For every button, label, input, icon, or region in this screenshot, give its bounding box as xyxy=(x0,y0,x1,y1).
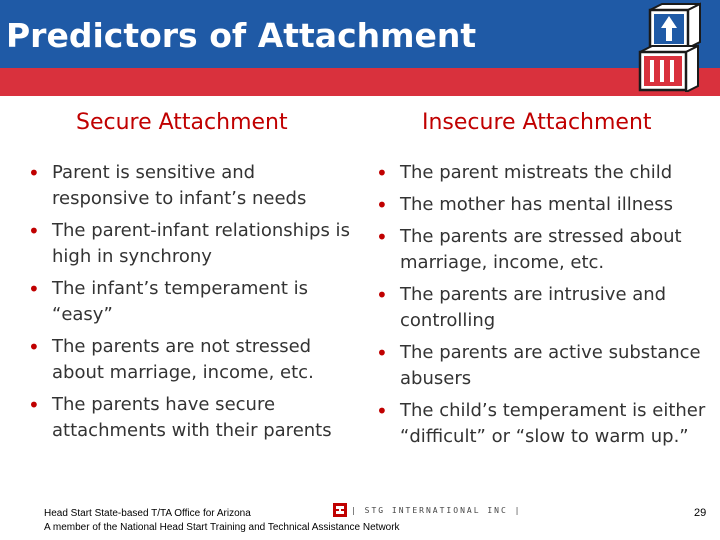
toy-blocks-icon xyxy=(636,2,710,92)
list-item: • The child’s temperament is either “difficult” or “slow to warm up.” xyxy=(376,398,706,450)
stg-logo xyxy=(333,503,521,517)
stg-logo-text: | STG INTERNATIONAL INC | xyxy=(351,505,522,515)
secure-attachment-heading: Secure Attachment xyxy=(76,110,288,135)
footer-organization: Head Start State-based T/TA Office for Arizona xyxy=(44,508,251,519)
header-accent-bar xyxy=(0,68,720,96)
list-item: • Parent is sensitive and responsive to infant’s needs xyxy=(28,160,358,212)
stg-logo-icon xyxy=(333,503,347,517)
list-item: • The mother has mental illness xyxy=(376,192,706,218)
footer-network: A member of the National Head Start Training and Technical Assistance Network xyxy=(44,522,400,533)
list-item: • The parents are active substance abusers xyxy=(376,340,706,392)
list-item: • The parents are not stressed about marriage, income, etc. xyxy=(28,334,358,386)
page-number: 29 xyxy=(694,507,707,519)
slide-title: Predictors of Attachment xyxy=(6,16,477,55)
list-item: • The infant’s temperament is “easy” xyxy=(28,276,358,328)
header-bar xyxy=(0,0,720,68)
list-item: • The parent-infant relationships is high in synchrony xyxy=(28,218,358,270)
insecure-attachment-list xyxy=(376,160,706,456)
secure-attachment-list xyxy=(28,160,358,450)
list-item: • The parents are stressed about marriage, income, etc. xyxy=(376,224,706,276)
list-item: • The parents are intrusive and controlling xyxy=(376,282,706,334)
list-item: • The parent mistreats the child xyxy=(376,160,706,186)
insecure-attachment-heading: Insecure Attachment xyxy=(422,110,652,135)
list-item: • The parents have secure attachments with their parents xyxy=(28,392,358,444)
